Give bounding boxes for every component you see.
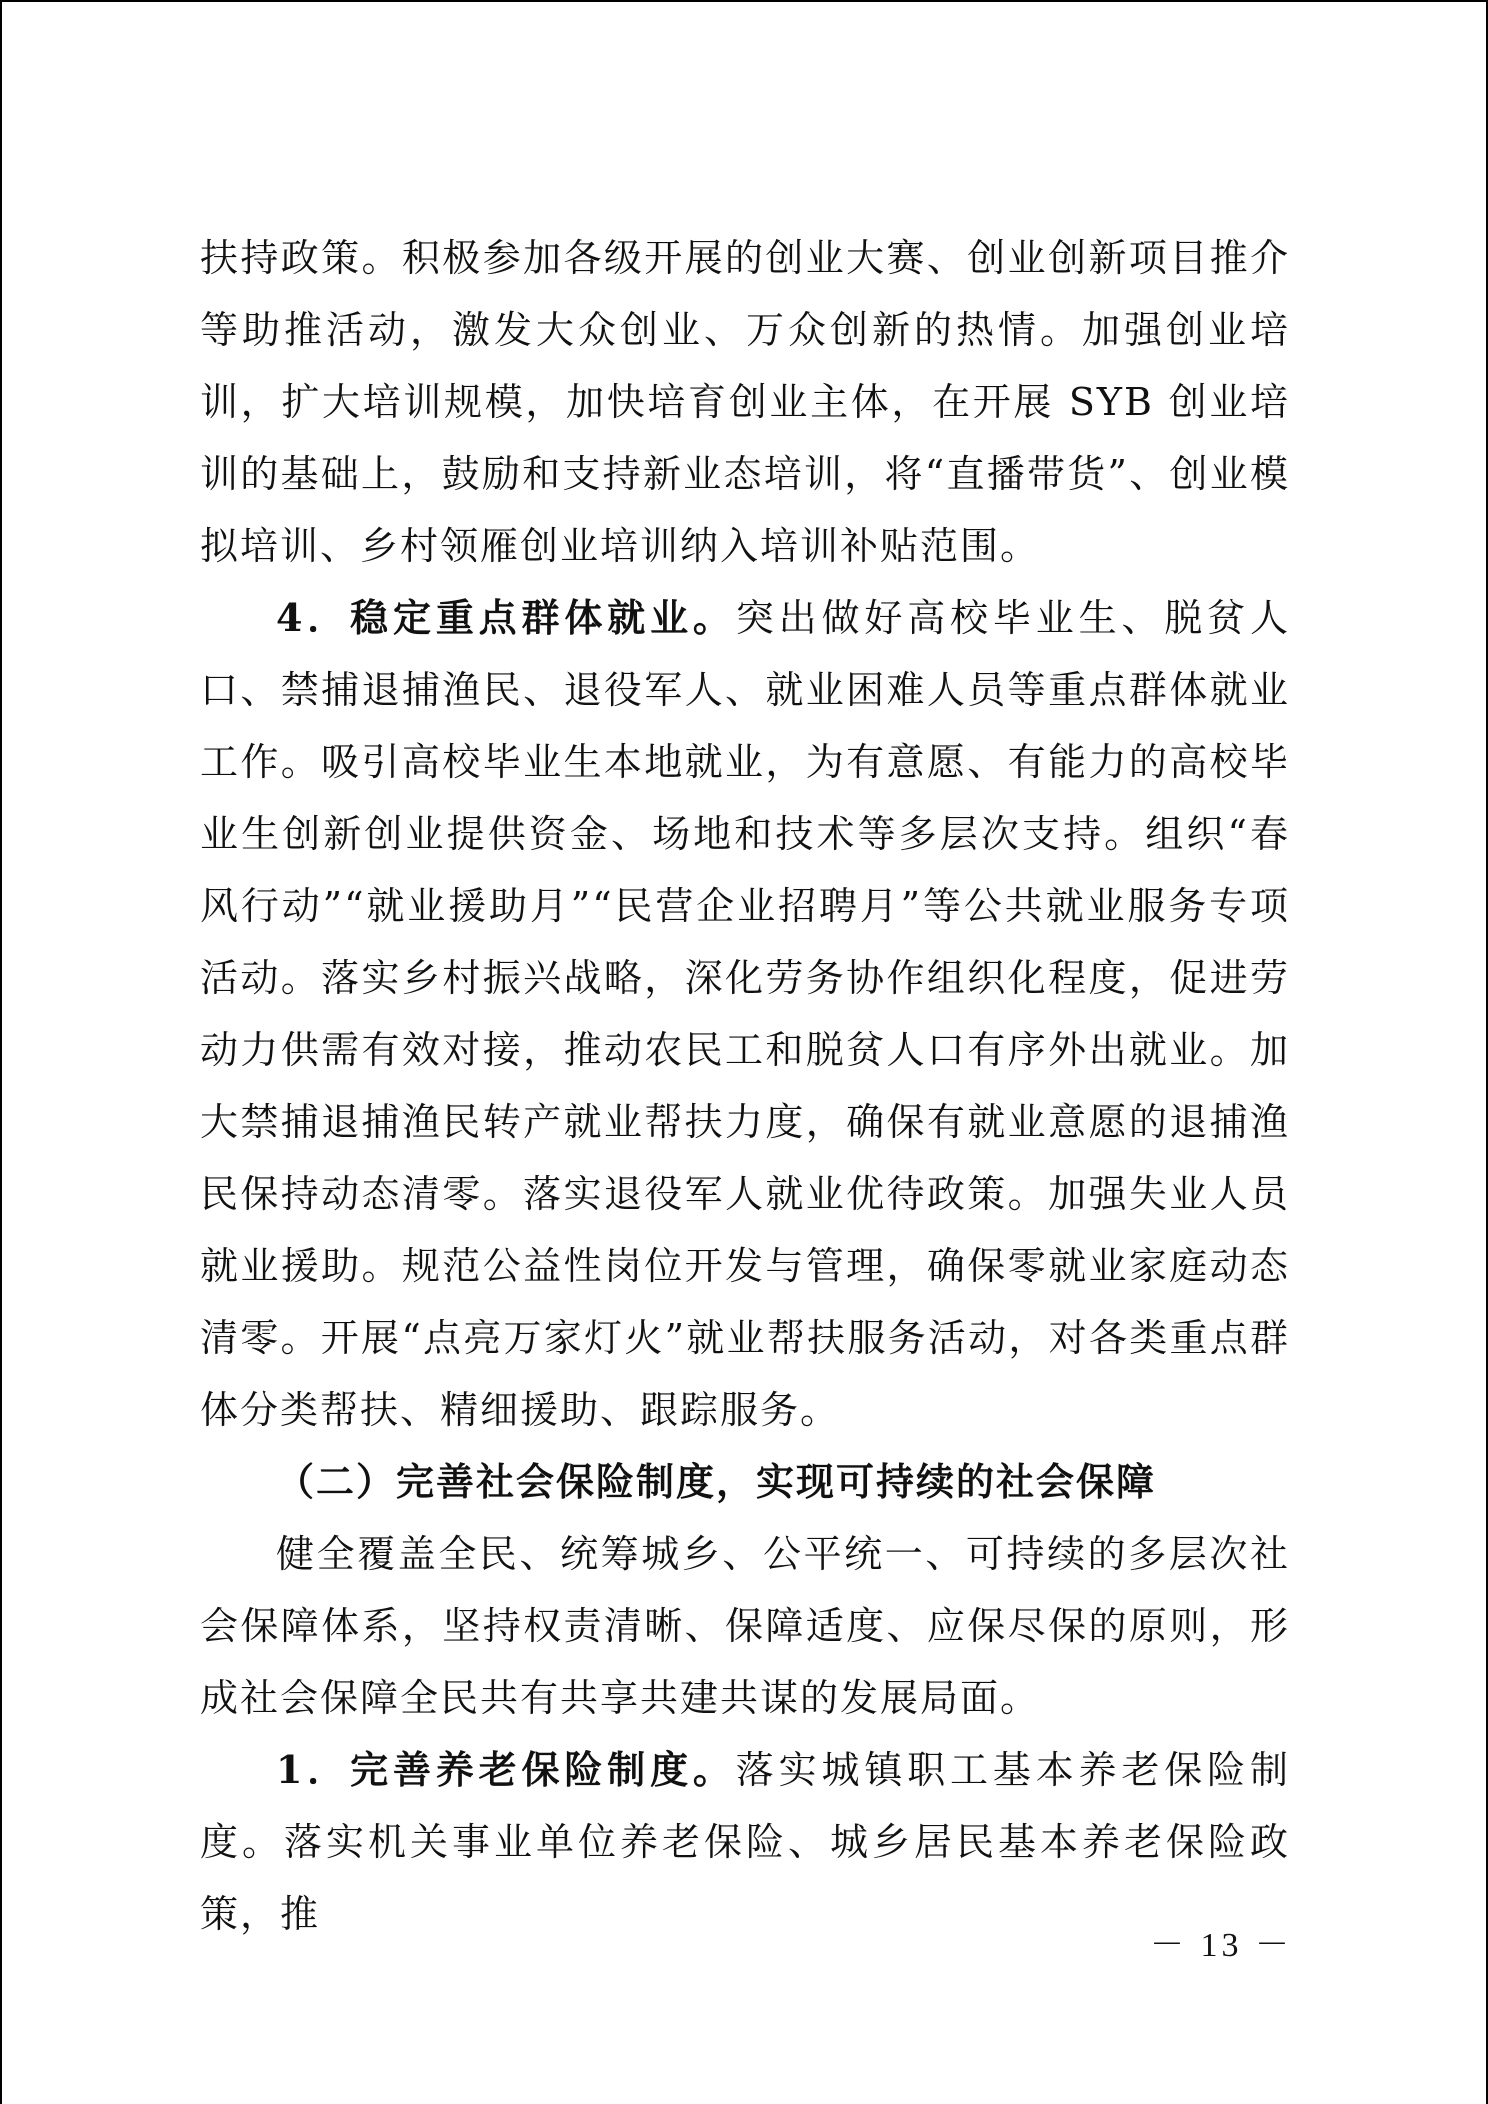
paragraph-support-policy — [200, 222, 1290, 582]
paragraph-text: 突出做好高校毕业生、脱贫人口、禁捕退捕渔民、退役军人、就业困难人员等重点群体就业工作。吸引高校毕业生本地就业，为有意愿、有能力的高校毕业生创新创业提供资金、场地和技术等多层次支持。组织“春风行动”“就业援助月”“民营企业招聘月”等公共就业服务专项活动。落实乡村振兴战略，深化劳务协作组织化程度，促进劳动力供需有效对接，推动农民工和脱贫人口有序外出就业。加大禁捕退捕渔民转产就业帮扶力度，确保有就业意愿的退捕渔民保持动态清零。落实退役军人就业优待政策。加强失业人员就业援助。规范公益性岗位开发与管理，确保零就业家庭动态清零。开展“点亮万家灯火”就业帮扶服务活动，对各类重点群体分类帮扶、精细援助、跟踪服务。 — [200, 596, 1290, 1432]
paragraph-key-groups-employment — [200, 582, 1290, 1446]
page-border-left — [0, 0, 2, 2104]
page-number: － 13 － — [1150, 1927, 1293, 1964]
paragraph-text: 落实城镇职工基本养老保险制度。落实机关事业单位养老保险、城乡居民基本养老保险政策，推 — [200, 1748, 1290, 1936]
paragraph-text: 健全覆盖全民、统筹城乡、公平统一、可持续的多层次社会保障体系，坚持权责清晰、保障适度、应保尽保的原则，形成社会保障全民共有共享共建共谋的发展局面。 — [200, 1532, 1290, 1720]
paragraph-text: 扶持政策。积极参加各级开展的创业大赛、创业创新项目推介等助推活动，激发大众创业、万众创新的热情。加强创业培训，扩大培训规模，加快培育创业主体，在开展 SYB 创业培训的基础上，鼓励和支持新业态培训，将“直播带货”、创业模拟培训、乡村领雁创业培训纳入培训补贴范围。 — [200, 236, 1290, 568]
paragraph-pension-insurance — [200, 1734, 1290, 1950]
paragraph-lead-title: 4．稳定重点群体就业。 — [276, 595, 736, 640]
paragraph-social-security-system — [200, 1518, 1290, 1734]
paragraph-lead-title: 1．完善养老保险制度。 — [276, 1747, 736, 1792]
section-heading: （二）完善社会保险制度，实现可持续的社会保障 — [276, 1459, 1157, 1504]
page-border-top — [0, 0, 1488, 2]
document-body — [200, 222, 1290, 1950]
